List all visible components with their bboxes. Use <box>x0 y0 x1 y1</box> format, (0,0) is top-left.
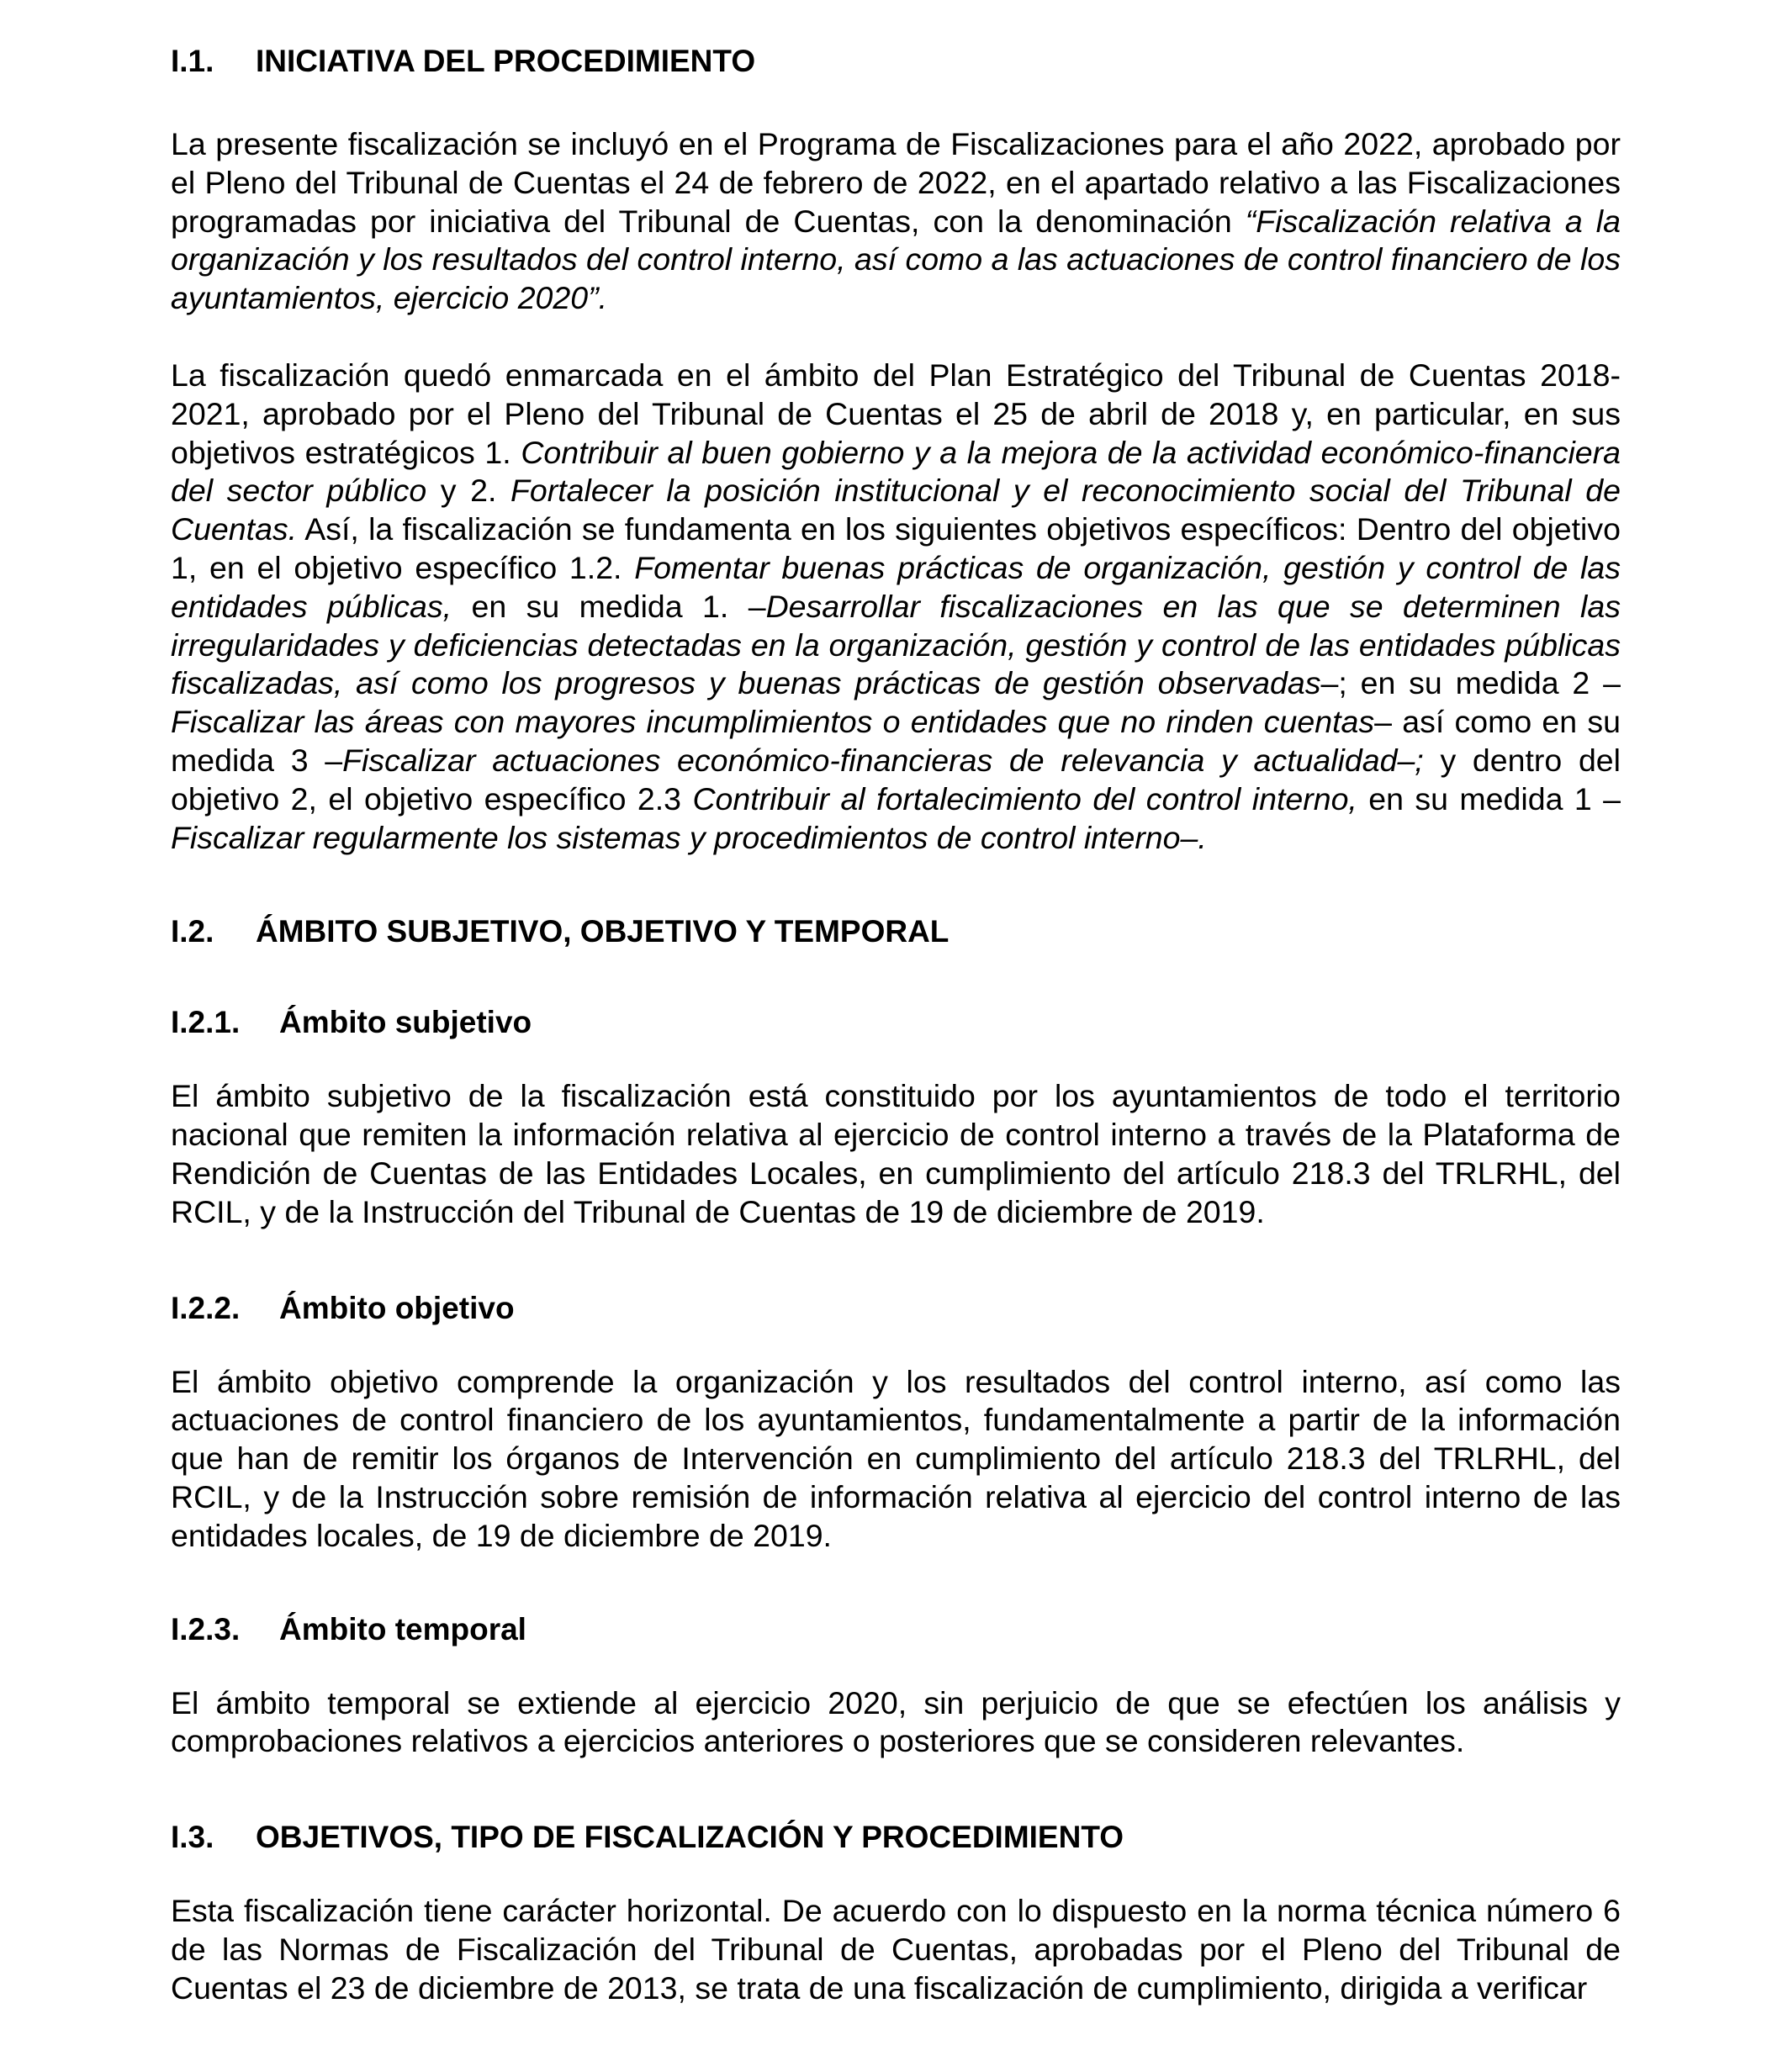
section-title: ÁMBITO SUBJETIVO, OBJETIVO Y TEMPORAL <box>256 914 950 949</box>
text-run: en su medida 1 – <box>1357 780 1621 817</box>
italic-run: Contribuir al fortalecimiento del control interno, <box>692 780 1357 817</box>
section-title: Ámbito objetivo <box>279 1290 515 1325</box>
paragraph-ambito-temporal: El ámbito temporal se extiende al ejercicio 2020, sin perjuicio de que se efectúen los análisis y comprobaciones relativos a ejercicios anteriores o posteriores que se consideren relevantes. <box>171 1684 1621 1759</box>
section-number: I.2.1. <box>171 1005 241 1040</box>
section-number: I.3. <box>171 1820 214 1855</box>
text-run: La fiscalización quedó enmarcada en el ámbito del Plan Estratégico del Tribunal de Cuentas 2018-2021, aprobado por el Pleno del Tribunal de Cuentas el 25 de abril de 2018 y, en particular, en sus objetivos estratégicos 1. <box>171 357 1621 470</box>
italic-run: Contribuir al buen gobierno y a la mejora de la actividad económico-financiera del sector público <box>171 434 1621 509</box>
text-run: La presente fiscalización se incluyó en el Programa de Fiscalizaciones para el año 2022, aprobado por el Pleno del Tribunal de Cuentas el 24 de febrero de 2022, en el apartado relativo a las Fiscalizaciones programadas por iniciativa del Tribunal de Cuentas, con la denominación <box>171 126 1621 239</box>
section-number: I.2. <box>171 914 214 949</box>
italic-run: Fiscalizar actuaciones económico-financieras de relevancia y actualidad–; <box>342 742 1424 778</box>
italic-run: “Fiscalización relativa a la organización y los resultados del control interno, así como a las actuaciones de control financiero de los ayuntamientos, ejercicio 2020”. <box>171 203 1621 316</box>
section-number: I.2.2. <box>171 1290 241 1325</box>
section-heading-1-3 <box>171 1818 1621 1857</box>
section-number: I.2.3. <box>171 1611 241 1646</box>
section-title: Ámbito subjetivo <box>279 1005 532 1040</box>
section-title: INICIATIVA DEL PROCEDIMIENTO <box>256 44 756 78</box>
text-run: y 2. <box>426 473 510 509</box>
text-run: Así, la fiscalización se fundamenta en los siguientes objetivos específicos: Dentro del objetivo 1, en el objetivo específico 1.2. <box>171 511 1621 585</box>
italic-run: Fomentar buenas prácticas de organización, gestión y control de las entidades públicas, <box>171 549 1621 624</box>
italic-run: Desarrollar fiscalizaciones en las que se determinen las irregularidades y deficiencias detectadas en la organización, gestión y control de las entidades públicas fiscalizadas, así como los progresos y buenas prácticas de gestión observadas <box>171 588 1621 701</box>
paragraph-ambito-objetivo: El ámbito objetivo comprende la organización y los resultados del control interno, así como las actuaciones de control financiero de los ayuntamientos, fundamentalmente a partir de la información que han de remitir los órganos de Intervención en cumplimiento del artículo 218.3 del TRLRHL, del RCIL, y de la Instrucción sobre remisión de información relativa al ejercicio del control interno de las entidades locales, de 19 de diciembre de 2019. <box>171 1363 1621 1553</box>
text-run: en su medida 1. – <box>452 588 766 624</box>
italic-run: Fortalecer la posición institucional y el reconocimiento social del Tribunal de Cuentas. <box>171 473 1621 547</box>
section-heading-1-1 <box>171 42 1621 81</box>
section-heading-1-2 <box>171 912 1621 951</box>
section-title: Ámbito temporal <box>279 1611 526 1646</box>
paragraph-plan-estrategico <box>171 357 1621 857</box>
subsection-heading-1-2-1 <box>171 1003 1621 1042</box>
section-title: OBJETIVOS, TIPO DE FISCALIZACIÓN Y PROCEDIMIENTO <box>256 1820 1124 1855</box>
subsection-heading-1-2-3 <box>171 1610 1621 1649</box>
text-run: – así como en su medida 3 – <box>171 704 1621 778</box>
document-page <box>171 42 1621 2008</box>
subsection-heading-1-2-2 <box>171 1289 1621 1328</box>
text-run: –; en su medida 2 – <box>1320 665 1621 701</box>
italic-run: Fiscalizar regularmente los sistemas y procedimientos de control interno–. <box>171 819 1207 855</box>
paragraph-ambito-subjetivo: El ámbito subjetivo de la fiscalización está constituido por los ayuntamientos de todo el territorio nacional que remiten la información relativa al ejercicio de control interno a través de la Plataforma de Rendición de Cuentas de las Entidades Locales, en cumplimiento del artículo 218.3 del TRLRHL, del RCIL, y de la Instrucción del Tribunal de Cuentas de 19 de diciembre de 2019. <box>171 1078 1621 1229</box>
text-run: y dentro del objetivo 2, el objetivo específico 2.3 <box>171 742 1621 817</box>
paragraph-objetivos: Esta fiscalización tiene carácter horizontal. De acuerdo con lo dispuesto en la norma técnica número 6 de las Normas de Fiscalización del Tribunal de Cuentas, aprobadas por el Pleno del Tribunal de Cuentas el 23 de diciembre de 2013, se trata de una fiscalización de cumplimiento, dirigida a verificar <box>171 1893 1621 2006</box>
italic-run: Fiscalizar las áreas con mayores incumplimientos o entidades que no rinden cuentas <box>171 704 1375 740</box>
paragraph-iniciativa <box>171 125 1621 318</box>
section-number: I.1. <box>171 44 214 78</box>
